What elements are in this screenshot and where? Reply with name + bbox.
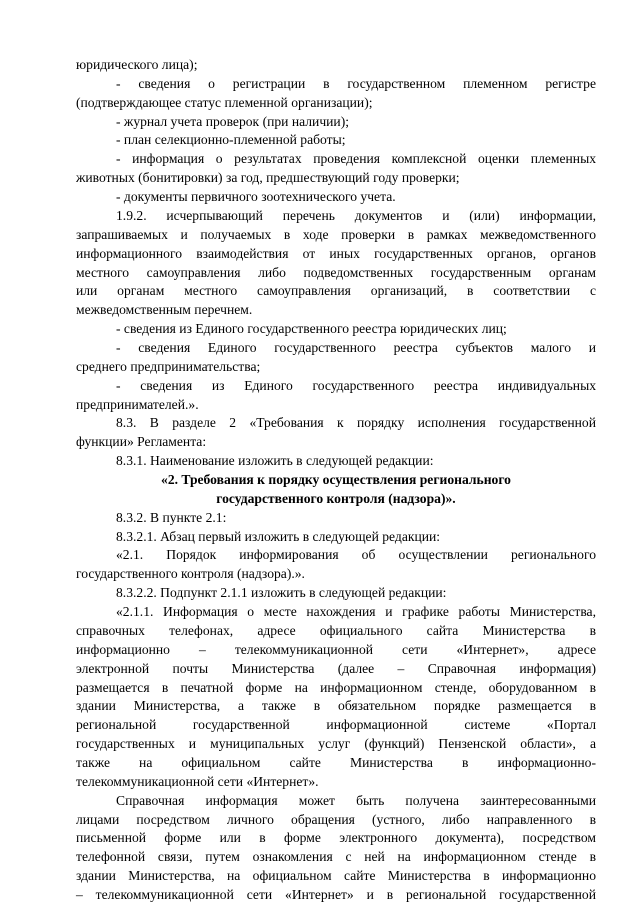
text-line: - сведения Единого государственного реестра субъектов малого и [116, 339, 596, 355]
text-line: Справочная информация может быть получена заинтересованными [116, 792, 596, 808]
text-line: государственного контроля (надзора).». [76, 566, 305, 582]
text-line: - документы первичного зоотехнического учета. [116, 189, 396, 205]
text-line: телефонной связи, путем ознакомления с ней на информационном стенде в [76, 849, 596, 865]
text-line: - журнал учета проверок (при наличии); [116, 113, 350, 129]
text-line: 8.3.1. Наименование изложить в следующей редакции: [116, 453, 434, 469]
text-line: 8.3. В разделе 2 «Требования к порядку исполнения государственной [116, 415, 596, 431]
text-line: запрашиваемых и получаемых в ходе проверки в рамках межведомственного [76, 226, 596, 242]
text-line: - информация о результатах проведения комплексной оценки племенных [116, 151, 596, 167]
text-line: – телекоммуникационной сети «Интернет» и в региональной государственной [76, 887, 596, 902]
text-line: письменной форме или в форме электронного документа), посредством [76, 830, 596, 846]
text-line: здании Министерства, а также в обязательном порядке размещается в [76, 698, 596, 714]
text-line: - сведения из Единого государственного реестра индивидуальных [116, 377, 596, 393]
section-heading-line: «2. Требования к порядку осуществления регионального [161, 472, 511, 487]
text-line: информационного взаимодействия от иных государственных органов, органов [76, 245, 596, 261]
text-line: «2.1.1. Информация о месте нахождения и графике работы Министерства, [116, 604, 596, 620]
text-line: - сведения из Единого государственного реестра юридических лиц; [116, 321, 507, 337]
text-line: юридического лица); [76, 57, 198, 72]
text-line: здании Министерства, на официальном сайте Министерства в информационно [76, 868, 596, 884]
text-line: - сведения о регистрации в государственном племенном регистре [116, 75, 596, 91]
text-line: или органам местного самоуправления организаций, в соответствии с [76, 283, 596, 299]
text-line: размещается в печатной форме на информационном стенде, оборудованном в [76, 679, 596, 695]
text-line: - план селекционно-племенной работы; [116, 132, 346, 148]
text-line: 8.3.2. В пункте 2.1: [116, 509, 227, 525]
text-line: 8.3.2.1. Абзац первый изложить в следующей редакции: [116, 528, 441, 544]
text-line: государственных и муниципальных услуг (функций) Пензенской области», а [76, 736, 596, 752]
text-line: телекоммуникационной сети «Интернет». [76, 773, 319, 789]
text-line: электронной почты Министерства (далее – Справочная информация) [76, 660, 596, 676]
text-line: среднего предпринимательства; [76, 358, 261, 374]
text-line: «2.1. Порядок информирования об осуществлении регионального [116, 547, 596, 563]
text-line: 8.3.2.2. Подпункт 2.1.1 изложить в следующей редакции: [116, 585, 447, 601]
text-line: справочных телефонах, адресе официального сайта Министерства в [76, 622, 596, 638]
text-line: предпринимателей.». [76, 396, 199, 412]
text-line: (подтверждающее статус племенной организации); [76, 94, 373, 110]
text-line: 1.9.2. исчерпывающий перечень документов и (или) информации, [116, 207, 596, 223]
text-line: межведомственным перечнем. [76, 302, 253, 318]
text-line: региональной государственной информационной системе «Портал [76, 717, 596, 733]
text-line: местного самоуправления либо подведомственных государственным органам [76, 264, 596, 280]
text-line: также на официальном сайте Министерства в информационно- [76, 754, 596, 770]
text-line: лицами посредством личного обращения (устного, либо направленного в [76, 811, 596, 827]
section-heading-line: государственного контроля (надзора)». [216, 490, 456, 506]
text-line: функции» Регламента: [76, 434, 207, 450]
text-line: информационно – телекоммуникационной сети «Интернет», адресе [76, 641, 596, 657]
text-line: животных (бонитировки) за год, предшествующий году проверки; [76, 170, 460, 186]
